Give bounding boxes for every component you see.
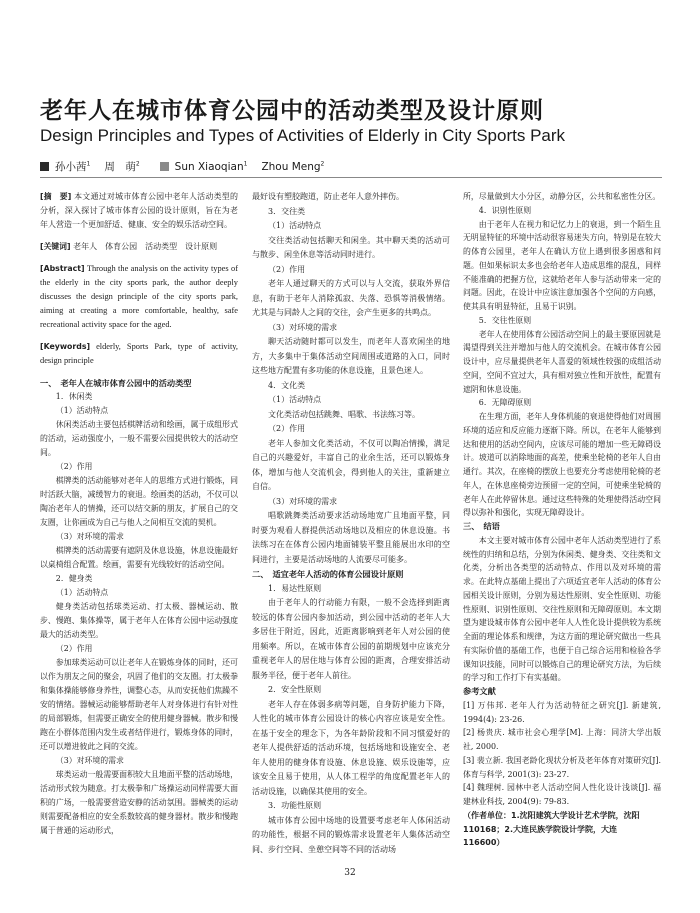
section-heading: 三、 结语 <box>463 521 500 531</box>
paragraph: 休闲类活动主要包括棋牌活动和绘画，属于成组形式的活动，运动强度小，一般不需要公园提供较大的活动空间。 <box>40 420 238 457</box>
author-affiliation: （作者单位：1.沈阳建筑大学设计艺术学院，沈阳110168；2.大连民族学院设计学院，大连 116600） <box>463 810 640 848</box>
abstract-en: [Abstract] Through the analysis on the activity types of the elderly in the city sports park, the author deeply discusses the design principle of the city sports park, aiming at creating a more comfortable, healthy, safe recreational activity space for the aged. <box>40 264 238 329</box>
subheading: （3）对环境的需求 <box>55 756 124 765</box>
reference-item: [1] 万伟邦. 老年人行为活动特征之研究[J]. 新建筑, 1994(4): 23-26. <box>463 700 661 724</box>
paper-title-chinese: 老年人在城市体育公园中的活动类型及设计原则 <box>40 98 544 124</box>
paragraph: 由于老年人在视力和记忆力上的衰退，到一个陌生且无明显特征的环境中活动很容易迷失方向，特别是在较大的体育公园里，老年人在确认方位上遇到很多困惑和问题。但如果标识太多也会给老年人造成思维的混乱，同样不能准确的把握方位，这就给老年人参与活动带来一定的问题。因此，在设计中应该注意加强各个空间的方向感，使其具有明显特征，且易于识别。 <box>463 219 661 311</box>
paragraph: 由于老年人的行动能力有限，一般不会选择到距离较远的体育公园内参加活动，到公园中活动的老年人大多居住于附近，因此，近距离影响到老年人对公园的使用频率。所以，在城市体育公园的前期规划中应该充分重视老年人的居住地与体育公园的距离，合理安排活动服务半径，便于老年人前往。 <box>252 598 450 680</box>
abstract-cn: [摘 要] 本文通过对城市体育公园中老年人活动类型的分析，深入探讨了城市体育公园的设计原则，旨在为老年人营造一个更加舒适、健康、安全的娱乐活动空间。 <box>40 192 238 229</box>
paragraph: 棋牌类的活动需要有遮阴及休息设施，休息设施最好以桌椅组合配置。绘画，需要有光线较好的活动空间。 <box>40 546 238 569</box>
author-en-1: Sun Xiaoqian$^1$ <box>174 160 248 173</box>
author-separator-icon <box>160 162 169 171</box>
subsection-heading: 5．交往性原则 <box>478 315 532 325</box>
author-en-2: Zhou Meng$^2$ <box>261 160 325 173</box>
subsection-heading: 2．安全性原则 <box>268 685 322 694</box>
subsection-heading: 4．文化类 <box>268 380 306 390</box>
subheading: （1）活动特点 <box>55 588 109 597</box>
paragraph: 球类运动一般需要面积较大且地面平整的活动场地，活动形式较为随意。打太极拳和广场操运动同样需要大面积的广场，一般需要营造安静的活动氛围。器械类的运动则需要配备相应的安全系数较高的健身器材。散步和慢跑属于普通的运动形式， <box>40 770 238 835</box>
paragraph: 棋牌类的活动能够对老年人的思维方式进行锻炼，同时活跃大脑，减缓智力的衰退。绘画类的活动，不仅可以陶冶老年人的情操，还可以结交新的朋友，扩展自己的交友圈，让你画成为自己与他人之间相互交流的契机。 <box>40 476 238 527</box>
paragraph: 老年人存在体弱多病等问题，自身防护能力下降，人性化的城市体育公园设计的核心内容应该是安全性。在基于安全的理念下，为各年龄阶段和不同习惯爱好的老年人提供舒适的活动环境，包括场地和设施安全、老年人使用的健身体育设施、休息设施、娱乐设施等，应该安全且易于使用，从人体工程学的角度配置老年人的活动设施，以确保其使用的安全。 <box>252 699 450 796</box>
paragraph: 老年人通过聊天的方式可以与人交流，获取外界信息，有助于老年人消除孤寂、失落、恐惧等消极情绪。尤其是与同龄人之间的交往，会产生更多的共鸣点。 <box>252 279 450 317</box>
author-cn-1: 孙小茜$^1$ <box>55 160 91 173</box>
reference-item: [3] 裴立新. 我国老龄化现状分析及老年体育对策研究[J]. 体育与科学, 2001(3): 23-27. <box>463 755 661 779</box>
subsection-heading: 1．易达性原则 <box>268 583 322 593</box>
subheading: （1）活动特点 <box>55 406 109 415</box>
text-column-2 <box>252 190 450 857</box>
paragraph: 城市体育公园中场地的设置要考虑老年人体闲活动的功能性，根据不同的锻炼需求设置老年人集体活动空间、步行空间、坐憩空间等不同的活动场 <box>252 815 450 854</box>
paragraph: 参加球类运动可以让老年人在锻炼身体的同时，还可以作为朋友之间的聚会，巩固了他们的交友圈。打太极拳和集体操能够修身养性，调整心态，从而安抚他们焦躁不安的情绪。器械运动能够帮助老年人对身体进行有针对性的局部锻炼，但需要正确安全的使用健身器械。散步和慢跑在小群体范围内发生或者结伴进行，锻炼身体的同时，还可以增进彼此之间的交流。 <box>40 658 238 751</box>
subsection-heading: 1．休闲类 <box>55 392 93 401</box>
subheading: （1）活动特点 <box>268 395 322 404</box>
subheading: （2）作用 <box>55 644 93 653</box>
paragraph: 最好设有塑胶跑道，防止老年人意外摔伤。 <box>252 192 404 201</box>
subheading: （2）作用 <box>268 264 306 274</box>
paragraph: 交往类活动包括聊天和闲坐。其中聊天类的活动可与散步、闲坐休息等活动同时进行。 <box>252 235 450 259</box>
paper-title-english: Design Principles and Types of Activities of Elderly in City Sports Park <box>40 126 566 145</box>
author-marker-icon <box>40 162 49 171</box>
text-column-3 <box>463 190 661 850</box>
subheading: （2）作用 <box>55 462 93 471</box>
subheading: （3）对环境的需求 <box>268 496 338 506</box>
subheading: （2）作用 <box>268 424 306 433</box>
author-cn-2: 周 萌$^2$ <box>104 160 140 173</box>
paragraph: 在生理方面，老年人身体机能的衰退使得他们对周围环境的适应和反应能力逐渐下降。所以，在老年人能够到达和使用的活动空间内，应该尽可能的增加一些无障碍设计。坡道可以消除地面的高差，使乘坐轮椅的老年人自由通行。其次，在座椅的摆放上也要充分考虑使用轮椅的老年人，在休息座椅旁边预留一定的空间，可使乘坐轮椅的老年人在此停留休息。通过这些特殊的处理使得活动空间得以弥补和强化，实现无障碍设计。 <box>463 412 661 518</box>
reference-item: [2] 杨贵庆. 城市社会心理学[M]. 上海：同济大学出版社, 2000. <box>463 728 661 751</box>
paragraph: 健身类活动包括球类运动、打太极、器械运动、散步、慢跑、集体操等，属于老年人在体育公园中运动强度最大的活动类型。 <box>40 602 238 639</box>
page-number: 32 <box>344 868 356 878</box>
subheading: （3）对环境的需求 <box>55 532 124 541</box>
subsection-heading: 3．交往类 <box>268 206 306 216</box>
subsection-heading: 2．健身类 <box>55 574 93 583</box>
paragraph: 所，尽量做到大小分区，动静分区，公共和私密性分区。 <box>463 192 661 201</box>
subheading: （3）对环境的需求 <box>268 322 338 332</box>
paragraph: 唱歌跳舞类活动要求活动场地宽广且地面平整，同时要为观看人群提供活动场地以及相应的休息设施。书法练习在在体育公园内地面铺装平整且能展出水印的空间进行，主要是活动场地的人流要尽可能多。 <box>252 511 450 564</box>
keywords-cn: [关键词] 老年人 体育公园 活动类型 设计原则 <box>40 242 218 251</box>
subsection-heading: 4．识别性原则 <box>478 205 532 215</box>
section-heading: 二、 适宜老年人活动的体育公园设计原则 <box>252 569 404 579</box>
paragraph: 老年人参加文化类活动，不仅可以陶冶情操，满足自己的兴趣爱好，丰富自己的业余生活，还可以锻炼身体，增加与他人交流机会，得到他人的关注，重新建立自信。 <box>252 438 450 491</box>
keywords-en: [Keywords] elderly, Sports Park, type of activity, design principle <box>40 342 239 365</box>
paragraph: 聊天活动随时都可以发生，而老年人喜欢闲坐的地方，大多集中于集体活动空间周围或道路的入口，同时这些地方配置有多功能的休息设施，且景色迷人。 <box>252 337 450 375</box>
text-column-1 <box>40 190 238 838</box>
header-rule <box>40 177 662 178</box>
subheading: （1）活动特点 <box>268 221 322 230</box>
paragraph: 本文主要对城市体育公园中老年人活动类型进行了系统性的归纳和总结，分别为休闲类、健身类、交往类和文化类，分析出各类型的活动特点、作用以及对环境的需求。在此特点基础上提出了六项适宜老年人活动的体育公园相关设计原则，分别为易达性原则、安全性原则、功能性原则、识别性原则、交往性原则和无障碍原则。本文期望为建设城市体育公园中老年人人性化设计提供较为系统全面的理论体系和规律，为这方面的理论研究做出一些具有实际价值的基础工作，也便于自己综合运用和检验各学课知识技能，同时可以锻炼自己的理论研究方法，为后续的学习和工作打下有实基础。 <box>463 535 661 683</box>
subsection-heading: 3．功能性原则 <box>268 801 322 810</box>
paragraph: 文化类活动包括跳舞、唱歌、书法练习等。 <box>268 409 420 419</box>
references-heading: 参考文献 <box>463 686 496 696</box>
section-heading: 一、 老年人在城市体育公园中的活动类型 <box>40 378 192 388</box>
paragraph: 老年人在使用体育公园活动空间上的最主要原因就是渴望得到关注并增加与他人的交流机会。在城市体育公园设计中，应尽量提供老年人喜爱的领域性较强的成组活动空间，空间不宜过大，具有相对独立性和开放性，配置有遮阴和休息设施。 <box>463 329 661 394</box>
author-line <box>40 159 324 174</box>
reference-item: [4] 魏理树. 园林中老人活动空间人性化设计浅谈[J]. 福建林业科技, 2004(9): 79-83. <box>463 783 661 806</box>
subsection-heading: 6．无障碍原则 <box>478 398 532 408</box>
